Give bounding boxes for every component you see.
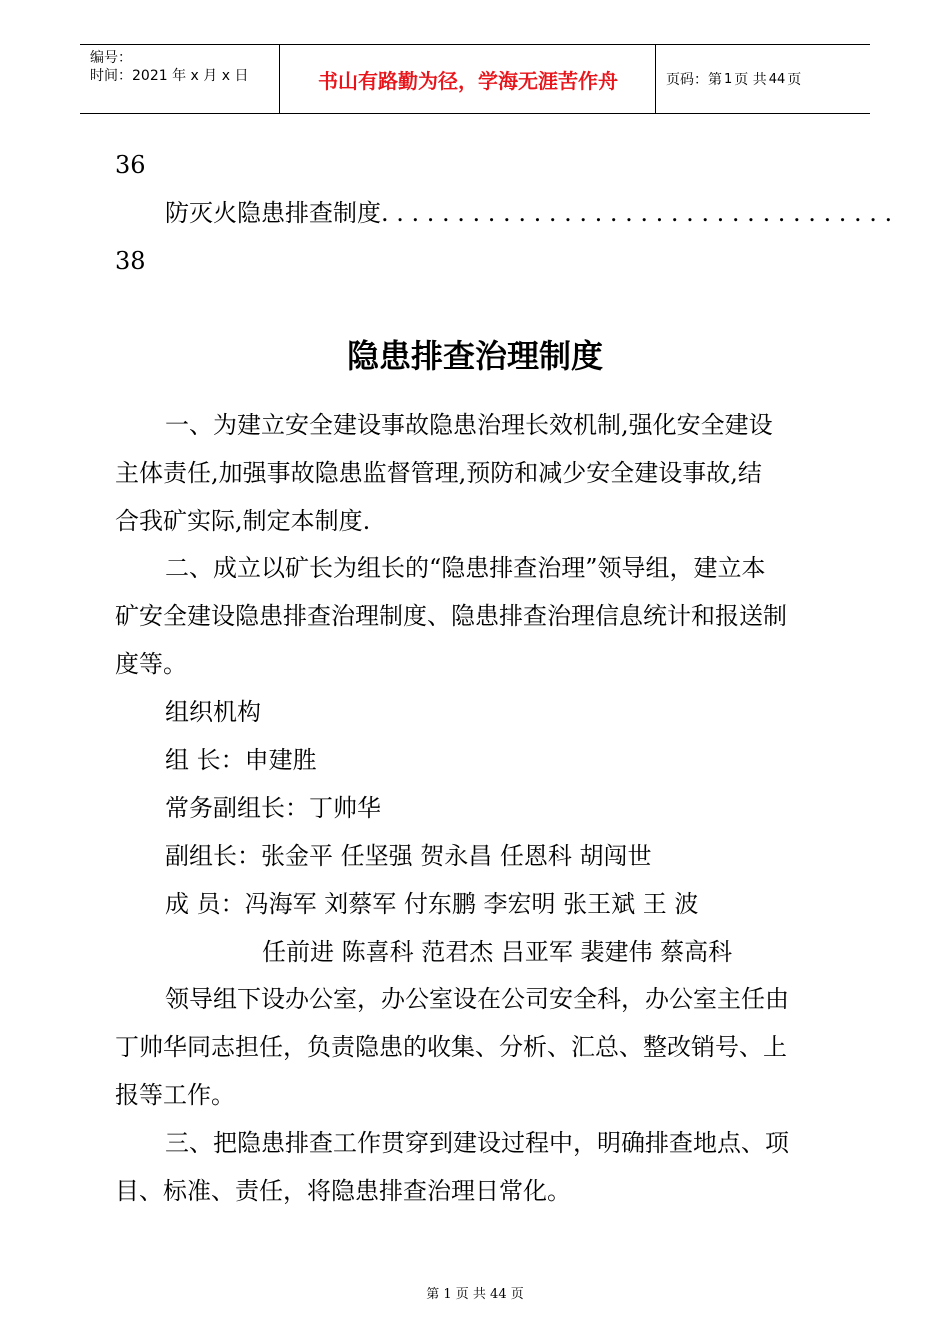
header-page-info [656,45,870,113]
paragraph-2-line-2: 矿安全建设隐患排查治理制度、隐患排查治理信息统计和报送制 [115,602,787,630]
members-names-1: 冯海军 刘蔡军 付东鹏 李宏明 张王斌 王 波 [244,890,699,918]
header-slogan: 书山有路勤为径，学海无涯苦作舟 [281,45,656,113]
page-suffix: 页 [787,72,802,88]
paragraph-3-line-2: 丁帅华同志担任，负责隐患的收集、分析、汇总、整改销号、上 [115,1033,787,1061]
page-prefix: 页码：第 [666,72,722,88]
paragraph-1-line-3: 合我矿实际,制定本制度. [115,507,371,535]
document-date: 时间：2021 年 x 月 x 日 [90,68,249,84]
toc-entry: 防灭火隐患排查制度. . . . . . . . . . . . . . . . . . . . . . . . . . . . . . . . . . [165,199,893,227]
document-number-label: 编号： [90,50,132,66]
leader-row [165,745,317,775]
org-heading: 组织机构 [165,698,261,726]
deputy-label: 副组长： [165,842,261,870]
paragraph-3-line-3: 报等工作。 [115,1081,235,1109]
paragraph-3-line-1: 领导组下设办公室，办公室设在公司安全科，办公室主任由 [165,985,789,1013]
paragraph-1-line-1: 一、为建立安全建设事故隐患治理长效机制,强化安全建设 [165,411,773,439]
paragraph-1-line-2: 主体责任,加强事故隐患监督管理,预防和减少安全建设事故,结 [115,459,762,487]
members-names-2: 任前进 陈喜科 范君杰 吕亚军 裴建伟 蔡高科 [262,938,733,966]
exec-row [165,793,381,823]
exec-name: 丁帅华 [309,794,381,822]
page-current: 1 [724,71,733,87]
header-meta [80,45,280,113]
page-mid: 页 共 [734,72,767,88]
paragraph-2-line-3: 度等。 [115,650,187,678]
paragraph-4-line-2: 目、标准、责任，将隐患排查治理日常化。 [115,1177,571,1205]
page-title: 隐患排查治理制度 [346,337,603,375]
page-footer: 第 1 页 共 44 页 [426,1287,524,1302]
exec-label: 常务副组长： [165,794,309,822]
members-row [165,889,698,919]
members-label: 成 员： [165,890,245,918]
toc-page-number: 36 [115,151,146,179]
leader-name: 申建胜 [244,746,317,774]
deputy-row [165,841,652,871]
deputy-names: 张金平 任坚强 贺永昌 任恩科 胡闯世 [261,842,652,870]
paragraph-2-line-1: 二、成立以矿长为组长的“隐患排查治理”领导组，建立本 [165,554,766,582]
leader-label: 组 长： [165,746,245,774]
page-header [80,44,870,114]
paragraph-4-line-1: 三、把隐患排查工作贯穿到建设过程中，明确排查地点、项 [165,1129,789,1157]
page-total: 44 [768,71,786,87]
toc-page-number-2: 38 [115,247,146,275]
